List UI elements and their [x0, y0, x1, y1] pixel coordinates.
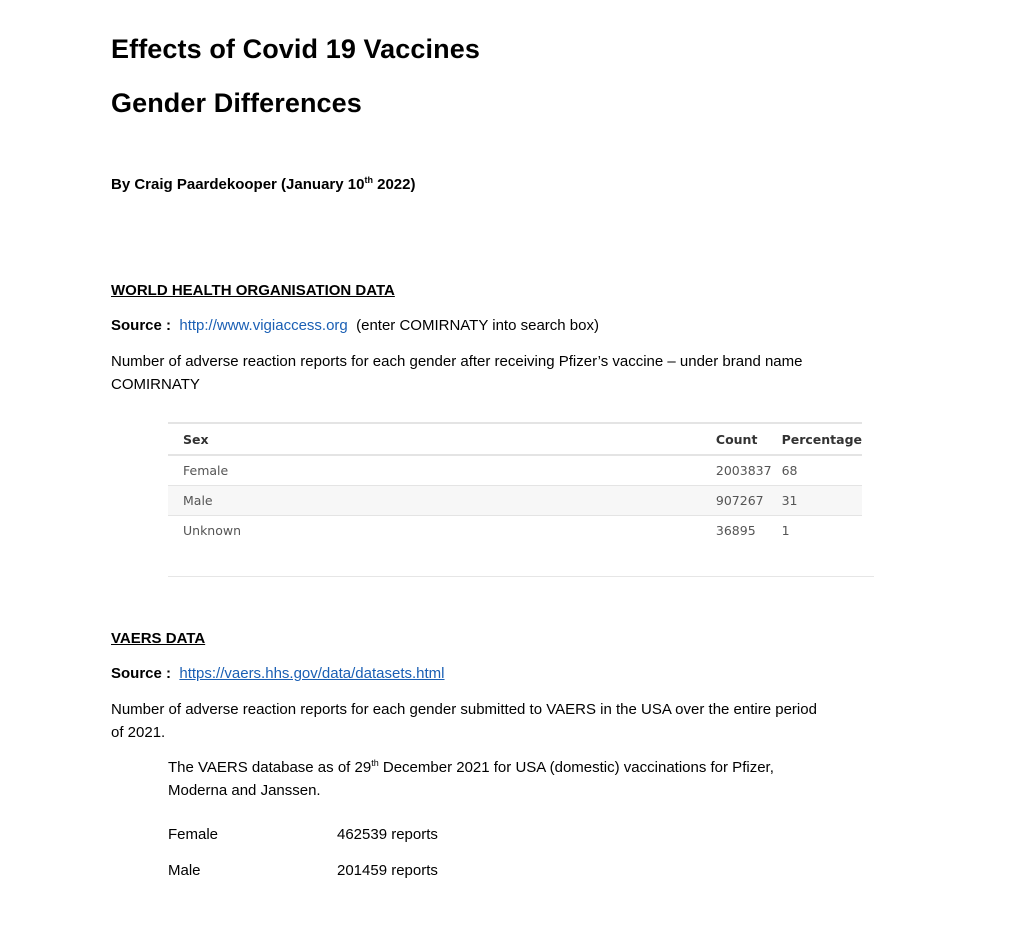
vaers-row-value: 462539 reports [337, 826, 438, 843]
who-heading: WORLD HEALTH ORGANISATION DATA [111, 282, 395, 299]
who-source-line [111, 317, 599, 334]
table-row [168, 455, 862, 486]
vaers-row-label: Male [168, 862, 201, 879]
header-sex: Sex [168, 423, 701, 455]
cell-percentage: 31 [772, 486, 862, 516]
byline-sup: th [364, 175, 373, 185]
cell-sex: Female [168, 455, 701, 486]
cell-percentage: 68 [772, 455, 862, 486]
header-count: Count [701, 423, 772, 455]
byline-suffix: 2022) [372, 176, 416, 193]
vaers-description: Number of adverse reaction reports for each gender submitted to VAERS in the USA over the entire period of 2021. [111, 701, 817, 741]
who-gender-table [168, 422, 862, 545]
database-sup: th [371, 758, 379, 768]
cell-count: 2003837 [701, 455, 772, 486]
who-description: Number of adverse reaction reports for each gender after receiving Pfizer’s vaccine – under brand name COMIRNATY [111, 353, 803, 393]
table-divider [168, 576, 874, 577]
title-line-1: Effects of Covid 19 Vaccines [111, 34, 480, 64]
database-suffix: December 2021 for USA (domestic) vaccinations for Pfizer, Moderna and Janssen. [168, 759, 774, 799]
vaers-row-label: Female [168, 826, 219, 843]
database-prefix: The VAERS database as of 29 [168, 759, 372, 776]
vaers-heading: VAERS DATA [111, 630, 206, 647]
vaers-row-value: 201459 reports [337, 862, 438, 879]
table-row [168, 516, 862, 546]
cell-count: 907267 [701, 486, 772, 516]
vaers-source-label: Source : [111, 665, 172, 682]
vaers-source-link[interactable]: https://vaers.hhs.gov/data/datasets.html [179, 665, 445, 682]
who-source-note: (enter COMIRNATY into search box) [356, 317, 599, 334]
table-header-row [168, 423, 862, 455]
byline-prefix: By Craig Paardekooper (January 10 [111, 176, 365, 193]
title-line-2: Gender Differences [111, 88, 362, 118]
cell-count: 36895 [715, 523, 756, 538]
cell-sex: Unknown [183, 523, 242, 538]
who-source-label: Source : [111, 317, 172, 334]
table-row [168, 486, 862, 516]
vaers-source-line [111, 665, 445, 682]
header-percentage: Percentage [772, 423, 862, 455]
byline [111, 176, 416, 193]
cell-percentage: 1 [781, 523, 790, 538]
who-source-link[interactable]: http://www.vigiaccess.org [179, 317, 348, 334]
vaers-database-note [168, 756, 828, 802]
cell-sex: Male [168, 486, 701, 516]
